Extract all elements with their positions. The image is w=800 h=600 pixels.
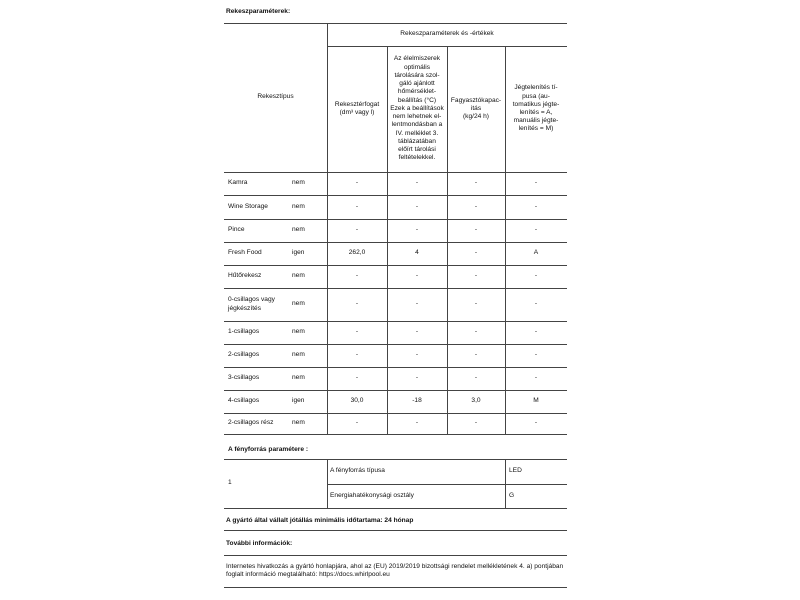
table-cell-text: Hűtőrekesz bbox=[228, 272, 262, 280]
col-header-freeze-text: Fagyasztókapac- itás (kg/24 h) bbox=[450, 96, 502, 121]
table-cell-text: - bbox=[474, 328, 478, 336]
table-cell-text: - bbox=[355, 226, 359, 234]
table-cell-defrost bbox=[505, 413, 567, 434]
table-cell-text: - bbox=[474, 202, 478, 210]
table-cell-freeze bbox=[447, 390, 505, 413]
table-cell-text: Pince bbox=[228, 226, 245, 234]
table-cell-text: igen bbox=[292, 397, 305, 405]
light-index bbox=[228, 459, 323, 508]
table-cell-freeze bbox=[447, 219, 505, 242]
table-cell-text: 2-csillagos rész bbox=[228, 419, 274, 427]
table-cell-freeze bbox=[447, 195, 505, 219]
table-cell-volume bbox=[327, 367, 387, 390]
table-cell-volume bbox=[327, 390, 387, 413]
table-cell-present bbox=[292, 344, 312, 367]
more-info-bottom bbox=[224, 587, 567, 588]
table-cell-text: - bbox=[415, 374, 419, 382]
table-cell-volume bbox=[327, 242, 387, 265]
warranty-text: A gyártó által vállalt jótállás minimális időtartama: 24 hónap bbox=[226, 517, 414, 524]
light-section-title: A fényforrás paramétere : bbox=[228, 446, 309, 453]
table-cell-name bbox=[228, 390, 290, 413]
table-cell-name bbox=[228, 344, 290, 367]
table-cell-present bbox=[292, 242, 312, 265]
table-cell-text: - bbox=[415, 179, 419, 187]
table-cell-volume bbox=[327, 195, 387, 219]
table-cell-present bbox=[292, 219, 312, 242]
table-cell-text: nem bbox=[292, 179, 305, 187]
table-cell-text: 0-csillagos vagy jégkészítés bbox=[228, 296, 275, 312]
light-type-label-text: A fényforrás típusa bbox=[330, 467, 385, 475]
table-cell-text: nem bbox=[292, 300, 305, 308]
light-col-divider-2 bbox=[505, 459, 506, 508]
table-cell-text: - bbox=[534, 179, 538, 187]
table-cell-name bbox=[228, 367, 290, 390]
table-cell-volume bbox=[327, 413, 387, 434]
table-cell-freeze bbox=[447, 265, 505, 288]
table-cell-volume bbox=[327, 219, 387, 242]
table-cell-text: - bbox=[474, 249, 478, 257]
light-class-value bbox=[509, 484, 564, 508]
table-cell-present bbox=[292, 390, 312, 413]
table-cell-defrost bbox=[505, 390, 567, 413]
params-header bbox=[327, 23, 567, 46]
table-cell-text: igen bbox=[292, 249, 305, 257]
table-cell-temp bbox=[387, 265, 447, 288]
table-cell-text: - bbox=[415, 300, 419, 308]
table-cell-text: - bbox=[355, 328, 359, 336]
table-cell-name bbox=[228, 219, 290, 242]
table-cell-defrost bbox=[505, 321, 567, 344]
col-header-volume-text: Rekesztérfogat (dm³ vagy l) bbox=[334, 100, 380, 116]
table-cell-defrost bbox=[505, 288, 567, 321]
col-header-freeze bbox=[447, 46, 505, 172]
type-header bbox=[224, 23, 327, 172]
table-cell-freeze bbox=[447, 413, 505, 434]
table-cell-present bbox=[292, 195, 312, 219]
table-cell-text: 30,0 bbox=[350, 397, 364, 405]
col-header-volume bbox=[327, 46, 387, 172]
table-cell-text: - bbox=[534, 419, 538, 427]
table-cell-defrost bbox=[505, 265, 567, 288]
table-cell-text: nem bbox=[292, 272, 305, 280]
table-cell-text: - bbox=[355, 179, 359, 187]
table-bottom-border bbox=[224, 434, 567, 435]
compartment-section-title: Rekeszparaméterek: bbox=[226, 8, 291, 15]
col-header-temp-text: Az élelmiszerek optimális tárolására szol- gáló ajánlott hőmérséklet- beállítás (°C) Ezek a beállítások nem lehetnek el- lentmondásban a IV. melléklet 3. táblázatában előírt tárolási feltételekkel. bbox=[390, 55, 444, 162]
more-info-divider bbox=[224, 555, 567, 556]
more-info-title: További információk: bbox=[226, 540, 293, 547]
table-cell-temp bbox=[387, 321, 447, 344]
params-header-text: Rekeszparaméterek és -értékek bbox=[400, 30, 494, 38]
table-cell-present bbox=[292, 265, 312, 288]
table-cell-defrost bbox=[505, 195, 567, 219]
table-cell-text: 4-csillagos bbox=[228, 397, 260, 405]
table-cell-text: - bbox=[474, 226, 478, 234]
table-cell-temp bbox=[387, 219, 447, 242]
table-cell-text: - bbox=[534, 202, 538, 210]
table-cell-temp bbox=[387, 242, 447, 265]
table-cell-text: 3,0 bbox=[471, 397, 481, 405]
table-cell-temp bbox=[387, 413, 447, 434]
light-class-value-text: G bbox=[509, 491, 515, 499]
table-cell-volume bbox=[327, 321, 387, 344]
light-index-text: 1 bbox=[228, 479, 232, 487]
table-cell-text: - bbox=[415, 202, 419, 210]
table-cell-volume bbox=[327, 172, 387, 195]
table-cell-defrost bbox=[505, 219, 567, 242]
table-cell-freeze bbox=[447, 288, 505, 321]
table-cell-text: - bbox=[355, 419, 359, 427]
light-type-label bbox=[330, 459, 500, 484]
table-cell-text: 4 bbox=[415, 249, 419, 257]
table-cell-present bbox=[292, 321, 312, 344]
table-cell-text: nem bbox=[292, 351, 305, 359]
table-cell-text: - bbox=[415, 226, 419, 234]
col-header-defrost bbox=[505, 46, 567, 172]
table-cell-text: nem bbox=[292, 374, 305, 382]
table-cell-text: nem bbox=[292, 226, 305, 234]
table-cell-text: - bbox=[355, 351, 359, 359]
table-cell-name bbox=[228, 321, 290, 344]
table-cell-name bbox=[228, 413, 290, 434]
table-cell-text: -18 bbox=[412, 397, 422, 405]
table-cell-text: Fresh Food bbox=[228, 249, 262, 257]
type-header-text: Rekesztípus bbox=[257, 93, 294, 101]
table-cell-name bbox=[228, 172, 290, 195]
table-cell-text: - bbox=[534, 351, 538, 359]
table-cell-temp bbox=[387, 195, 447, 219]
table-cell-name bbox=[228, 242, 290, 265]
table-cell-text: Wine Storage bbox=[228, 202, 268, 210]
table-cell-text: nem bbox=[292, 419, 305, 427]
table-cell-text: - bbox=[534, 272, 538, 280]
light-table-bottom bbox=[224, 508, 567, 509]
light-type-value bbox=[509, 459, 564, 484]
table-cell-text: - bbox=[534, 374, 538, 382]
table-cell-freeze bbox=[447, 321, 505, 344]
table-cell-defrost bbox=[505, 172, 567, 195]
table-cell-text: - bbox=[474, 300, 478, 308]
table-cell-text: - bbox=[534, 328, 538, 336]
table-cell-text: - bbox=[415, 351, 419, 359]
table-cell-text: - bbox=[534, 226, 538, 234]
table-cell-text: M bbox=[533, 397, 539, 405]
table-cell-temp bbox=[387, 172, 447, 195]
table-cell-name bbox=[228, 288, 290, 321]
table-cell-text: - bbox=[474, 419, 478, 427]
table-cell-defrost bbox=[505, 367, 567, 390]
table-cell-text: - bbox=[474, 179, 478, 187]
light-type-value-text: LED bbox=[509, 467, 522, 475]
table-cell-present bbox=[292, 367, 312, 390]
table-cell-text: nem bbox=[292, 328, 305, 336]
table-cell-text: - bbox=[355, 374, 359, 382]
table-cell-temp bbox=[387, 288, 447, 321]
table-cell-text: Kamra bbox=[228, 179, 248, 187]
table-cell-text: nem bbox=[292, 202, 305, 210]
table-cell-text: - bbox=[474, 374, 478, 382]
table-cell-text: - bbox=[415, 419, 419, 427]
table-cell-defrost bbox=[505, 242, 567, 265]
col-header-defrost-text: Jégtelenítés tí- pusa (au- tomatikus jégte- lenítés = A, manuális jégte- lenítés = M) bbox=[512, 84, 560, 133]
table-cell-text: - bbox=[355, 300, 359, 308]
table-cell-text: 1-csillagos bbox=[228, 328, 260, 336]
table-cell-freeze bbox=[447, 172, 505, 195]
table-cell-present bbox=[292, 172, 312, 195]
table-cell-defrost bbox=[505, 344, 567, 367]
table-cell-freeze bbox=[447, 344, 505, 367]
table-cell-text: 2-csillagos bbox=[228, 351, 260, 359]
col-header-temp bbox=[387, 46, 447, 172]
table-cell-present bbox=[292, 288, 312, 321]
table-cell-text: - bbox=[474, 272, 478, 280]
table-cell-temp bbox=[387, 367, 447, 390]
table-cell-name bbox=[228, 265, 290, 288]
table-cell-name bbox=[228, 195, 290, 219]
more-info-text: Internetes hivatkozás a gyártó honlapjára, ahol az (EU) 2019/2019 bizottsági rendelet mellékletének 4. a) pontjában foglalt információ megtalálható: https://docs.whirlpool.eu bbox=[226, 563, 564, 579]
table-cell-text: - bbox=[355, 202, 359, 210]
table-cell-volume bbox=[327, 265, 387, 288]
table-cell-text: - bbox=[355, 272, 359, 280]
table-cell-text: - bbox=[474, 351, 478, 359]
table-cell-volume bbox=[327, 344, 387, 367]
table-cell-freeze bbox=[447, 242, 505, 265]
table-cell-text: 262,0 bbox=[348, 249, 366, 257]
light-class-label bbox=[330, 484, 500, 508]
table-cell-text: - bbox=[415, 328, 419, 336]
table-cell-text: A bbox=[533, 249, 539, 257]
table-cell-temp bbox=[387, 344, 447, 367]
table-cell-temp bbox=[387, 390, 447, 413]
table-cell-text: - bbox=[534, 300, 538, 308]
table-cell-text: - bbox=[415, 272, 419, 280]
table-cell-freeze bbox=[447, 367, 505, 390]
table-cell-volume bbox=[327, 288, 387, 321]
light-col-divider-1 bbox=[327, 459, 328, 508]
warranty-divider bbox=[224, 530, 567, 531]
light-class-label-text: Energiahatékonysági osztály bbox=[330, 491, 414, 499]
table-cell-text: 3-csillagos bbox=[228, 374, 260, 382]
table-cell-present bbox=[292, 413, 312, 434]
